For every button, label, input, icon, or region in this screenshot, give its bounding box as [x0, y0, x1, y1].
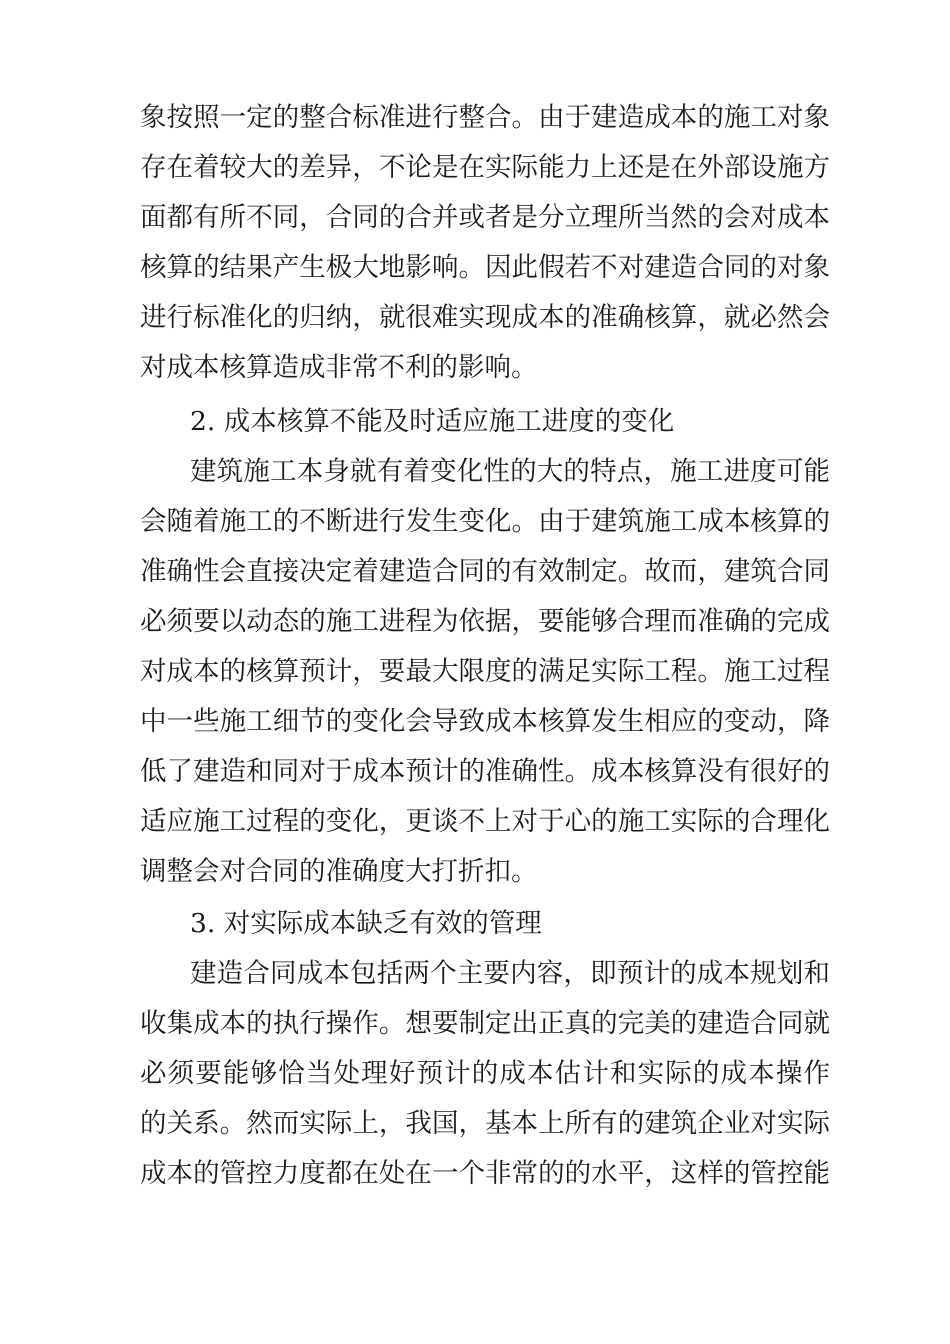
paragraph-line: 必须要能够恰当处理好预计的成本估计和实际的成本操作	[140, 1058, 830, 1089]
paragraph-line: 适应施工过程的变化，更谈不上对于心的施工实际的合理化	[140, 806, 830, 837]
paragraph-line: 进行标准化的归纳，就很难实现成本的准确核算，就必然会	[140, 302, 830, 333]
paragraph-line: 的关系。然而实际上，我国，基本上所有的建筑企业对实际	[140, 1108, 830, 1139]
paragraph-line: 面都有所不同，合同的合并或者是分立理所当然的会对成本	[140, 202, 830, 233]
paragraph-line: 中一些施工细节的变化会导致成本核算发生相应的变动，降	[140, 706, 830, 737]
section-heading: 2. 成本核算不能及时适应施工进度的变化	[190, 406, 675, 437]
paragraph-line: 准确性会直接决定着建造合同的有效制定。故而，建筑合同	[140, 556, 830, 587]
paragraph-line: 对成本核算造成非常不利的影响。	[140, 352, 538, 383]
paragraph-line: 建造合同成本包括两个主要内容，即预计的成本规划和	[190, 958, 830, 989]
paragraph-line: 必须要以动态的施工进程为依据，要能够合理而准确的完成	[140, 606, 830, 637]
paragraph-line: 象按照一定的整合标准进行整合。由于建造成本的施工对象	[140, 102, 830, 133]
paragraph-line: 低了建造和同对于成本预计的准确性。成本核算没有很好的	[140, 756, 830, 787]
paragraph-line: 对成本的核算预计，要最大限度的满足实际工程。施工过程	[140, 656, 830, 687]
paragraph-line: 建筑施工本身就有着变化性的大的特点，施工进度可能	[190, 456, 830, 487]
paragraph-line: 调整会对合同的准确度大打折扣。	[140, 856, 538, 887]
paragraph-line: 成本的管控力度都在处在一个非常的的水平，这样的管控能	[140, 1158, 830, 1189]
paragraph-line: 核算的结果产生极大地影响。因此假若不对建造合同的对象	[140, 252, 830, 283]
paragraph-line: 收集成本的执行操作。想要制定出正真的完美的建造合同就	[140, 1008, 830, 1039]
paragraph-line: 存在着较大的差异，不论是在实际能力上还是在外部设施方	[140, 152, 830, 183]
paragraph-line: 会随着施工的不断进行发生变化。由于建筑施工成本核算的	[140, 506, 830, 537]
section-heading: 3. 对实际成本缺乏有效的管理	[190, 908, 542, 939]
